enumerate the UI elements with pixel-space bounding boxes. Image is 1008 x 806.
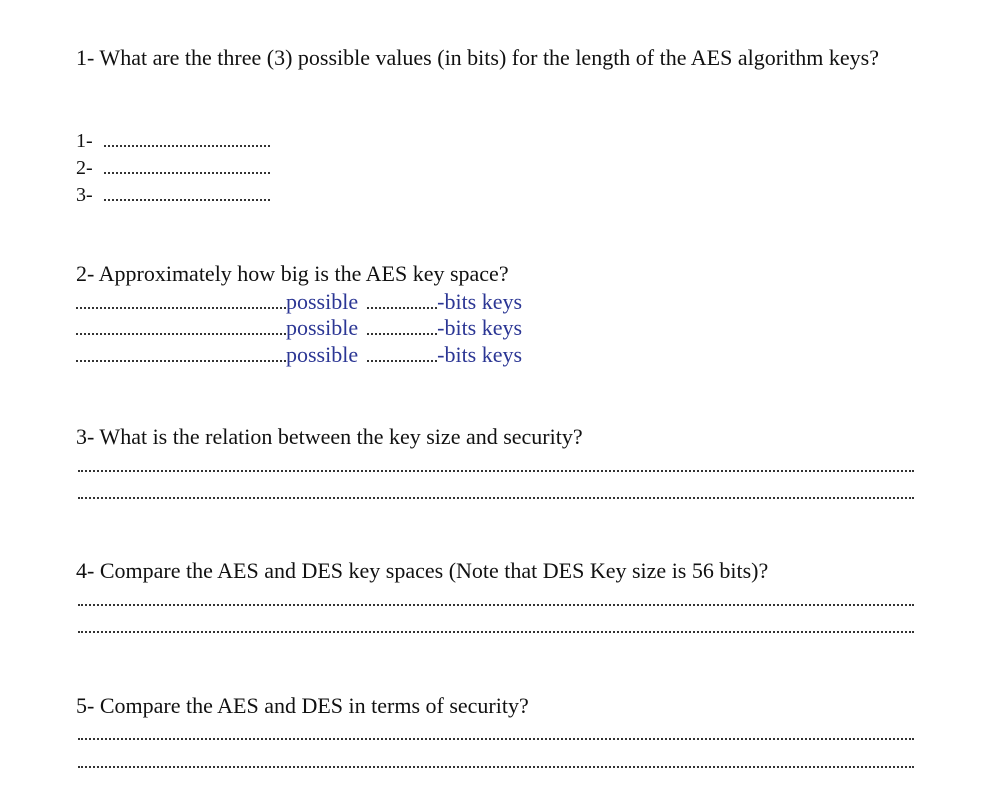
q1-answer-2[interactable] [76, 155, 270, 181]
q1-answer-label: 3- [76, 184, 93, 206]
answer-blank[interactable] [367, 360, 437, 362]
q2-answer-row[interactable] [76, 289, 522, 316]
bits-keys-label: -bits keys [437, 342, 523, 367]
answer-blank[interactable] [367, 333, 437, 335]
possible-label: possible [286, 289, 359, 314]
answer-blank[interactable] [104, 145, 270, 147]
answer-line[interactable] [78, 738, 914, 740]
question-1: 1- What are the three (3) possible values (in bits) for the length of the AES algorithm keys? [76, 45, 879, 70]
answer-blank[interactable] [76, 307, 286, 309]
answer-blank[interactable] [104, 199, 270, 201]
answer-line[interactable] [78, 604, 914, 606]
answer-blank[interactable] [104, 172, 270, 174]
answer-blank[interactable] [367, 307, 437, 309]
answer-line[interactable] [78, 497, 914, 499]
answer-blank[interactable] [76, 360, 286, 362]
answer-line[interactable] [78, 470, 914, 472]
q2-answer-row[interactable] [76, 315, 522, 342]
question-2: 2- Approximately how big is the AES key space? [76, 261, 509, 286]
q2-answer-row[interactable] [76, 342, 522, 369]
q1-answer-3[interactable] [76, 182, 270, 208]
q1-answer-label: 1- [76, 130, 93, 152]
bits-keys-label: -bits keys [437, 315, 523, 340]
bits-keys-label: -bits keys [437, 289, 523, 314]
q1-answer-1[interactable] [76, 128, 270, 154]
answer-line[interactable] [78, 631, 914, 633]
q1-answer-label: 2- [76, 157, 93, 179]
question-4: 4- Compare the AES and DES key spaces (Note that DES Key size is 56 bits)? [76, 558, 769, 583]
answer-line[interactable] [78, 766, 914, 768]
question-5: 5- Compare the AES and DES in terms of security? [76, 693, 529, 718]
possible-label: possible [286, 315, 359, 340]
possible-label: possible [286, 342, 359, 367]
question-3: 3- What is the relation between the key size and security? [76, 424, 583, 449]
answer-blank[interactable] [76, 333, 286, 335]
